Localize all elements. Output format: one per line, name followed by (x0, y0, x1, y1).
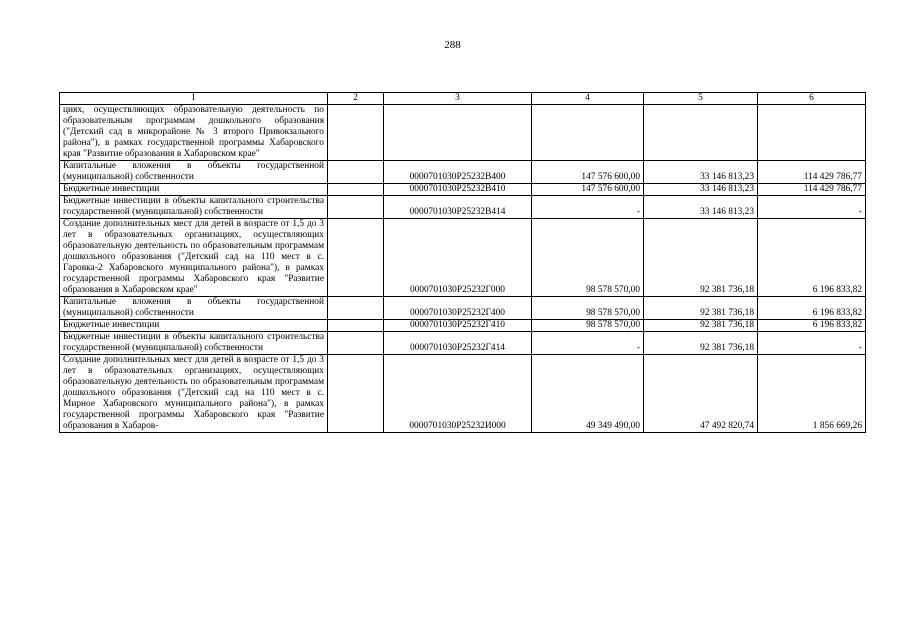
row-value-5 (644, 105, 758, 161)
row-value-4: 147 576 600,00 (532, 184, 644, 196)
row-value-6: 6 196 833,82 (758, 320, 866, 332)
row-value-4: 98 578 570,00 (532, 219, 644, 297)
row-description: Бюджетные инвестиции в объекты капитального строительства государственной (муниципальной) собственности (60, 332, 328, 355)
row-description: Капитальные вложения в объекты государственной (муниципальной) собственности (60, 161, 328, 184)
row-value-4: 98 578 570,00 (532, 320, 644, 332)
row-code: 0000701030P25232Г000 (384, 219, 532, 297)
row-value-4: 147 576 600,00 (532, 161, 644, 184)
column-header-4: 4 (532, 93, 644, 105)
table-row (60, 332, 866, 355)
row-description: Создание дополнительных мест для детей в возрасте от 1,5 до 3 лет в образовательных организациях, осуществляющих образовательную деятельность по образовательным программам дошкольного образования ("Детский сад на 110 мест в с. Гаровка-2 Хабаровского муниципального района"), в рамках государственной программы Хабаровского края "Развитие образования в Хабаровском крае" (60, 219, 328, 297)
row-col2 (328, 297, 384, 320)
table-row (60, 184, 866, 196)
table-header-row (60, 93, 866, 105)
row-value-5: 33 146 813,23 (644, 184, 758, 196)
row-description: Капитальные вложения в объекты государственной (муниципальной) собственности (60, 297, 328, 320)
table-row (60, 297, 866, 320)
row-col2 (328, 184, 384, 196)
row-value-5: 47 492 820,74 (644, 355, 758, 433)
row-description: Бюджетные инвестиции (60, 184, 328, 196)
row-value-5: 92 381 736,18 (644, 219, 758, 297)
row-value-4: - (532, 196, 644, 219)
row-col2 (328, 196, 384, 219)
row-col2 (328, 355, 384, 433)
row-col2 (328, 161, 384, 184)
column-header-6: 6 (758, 93, 866, 105)
column-header-3: 3 (384, 93, 532, 105)
row-value-6: - (758, 196, 866, 219)
row-value-6: 114 429 786,77 (758, 184, 866, 196)
row-value-5: 92 381 736,18 (644, 332, 758, 355)
row-description: Бюджетные инвестиции (60, 320, 328, 332)
row-code (384, 105, 532, 161)
table-row (60, 161, 866, 184)
row-code: 0000701030P25232В410 (384, 184, 532, 196)
row-value-5: 92 381 736,18 (644, 320, 758, 332)
budget-table (59, 92, 866, 433)
row-value-5: 92 381 736,18 (644, 297, 758, 320)
column-header-1: 1 (60, 93, 328, 105)
row-code: 0000701030P25232В400 (384, 161, 532, 184)
row-value-5: 33 146 813,23 (644, 196, 758, 219)
table-row (60, 105, 866, 161)
row-value-4: 98 578 570,00 (532, 297, 644, 320)
table-row (60, 196, 866, 219)
row-col2 (328, 320, 384, 332)
row-col2 (328, 332, 384, 355)
row-value-6: 114 429 786,77 (758, 161, 866, 184)
row-code: 0000701030P25232Г400 (384, 297, 532, 320)
row-code: 0000701030P25232Г410 (384, 320, 532, 332)
column-header-5: 5 (644, 93, 758, 105)
row-value-6: - (758, 332, 866, 355)
row-code: 0000701030P25232И000 (384, 355, 532, 433)
row-code: 0000701030P25232Г414 (384, 332, 532, 355)
row-value-6: 6 196 833,82 (758, 297, 866, 320)
row-col2 (328, 105, 384, 161)
row-value-6 (758, 105, 866, 161)
row-description: циях, осуществляющих образовательную деятельность по образовательным программам дошкольного образования ("Детский сад в микрорайоне № 3 второго Привокзального района"), в рамках государственной программы Хабаровского края "Развитие образования в Хабаровском крае" (60, 105, 328, 161)
row-value-6: 6 196 833,82 (758, 219, 866, 297)
row-value-4 (532, 105, 644, 161)
row-description: Бюджетные инвестиции в объекты капитального строительства государственной (муниципальной) собственности (60, 196, 328, 219)
row-value-4: - (532, 332, 644, 355)
row-value-6: 1 856 669,26 (758, 355, 866, 433)
row-value-5: 33 146 813,23 (644, 161, 758, 184)
page-number: 288 (444, 39, 461, 51)
row-code: 0000701030P25232В414 (384, 196, 532, 219)
row-col2 (328, 219, 384, 297)
column-header-2: 2 (328, 93, 384, 105)
row-value-4: 49 349 490,00 (532, 355, 644, 433)
row-description: Создание дополнительных мест для детей в возрасте от 1,5 до 3 лет в образовательных организациях, осуществляющих образовательную деятельность по образовательным программам дошкольного образования ("Детский сад на 110 мест в с. Мирное Хабаровского муниципального района"), в рамках государственной программы Хабаровского края "Развитие образования в Хабаров- (60, 355, 328, 433)
table-row (60, 219, 866, 297)
table-row (60, 320, 866, 332)
table-row (60, 355, 866, 433)
